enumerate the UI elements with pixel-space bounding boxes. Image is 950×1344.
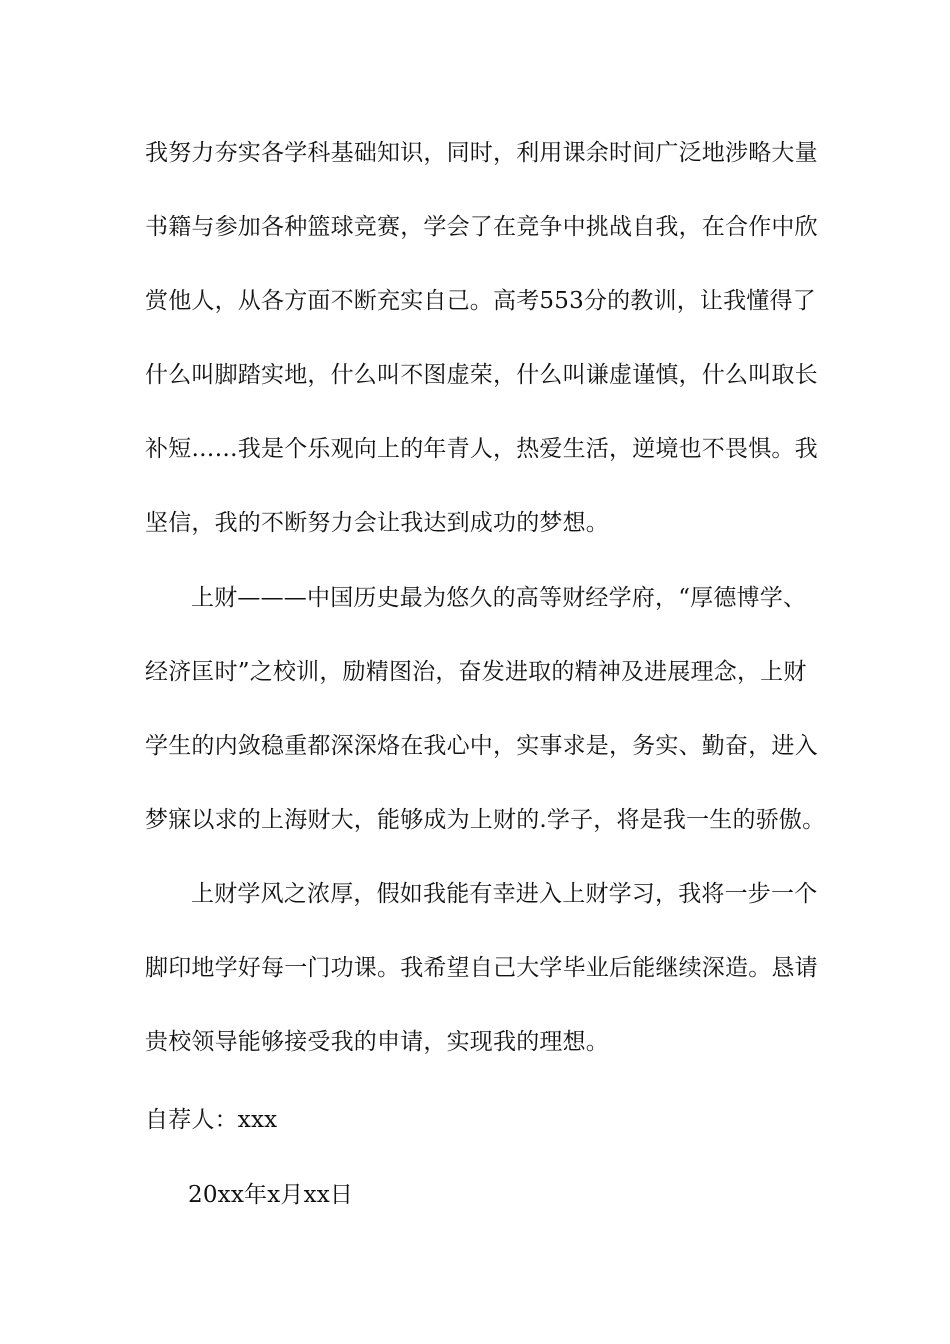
paragraph-1-line-2: 书籍与参加各种篮球竞赛，学会了在竞争中挑战自我，在合作中欣: [145, 214, 818, 240]
paragraph-1-line-1: 我努力夯实各学科基础知识，同时，利用课余时间广泛地涉略大量: [145, 140, 818, 166]
paragraph-3-line-3: 贵校领导能够接受我的申请，实现我的理想。: [145, 1029, 609, 1055]
date-line: 20xx年x月xx日: [188, 1182, 354, 1208]
paragraph-3-line-1: 上财学风之浓厚，假如我能有幸进入上财学习，我将一步一个: [191, 881, 818, 907]
paragraph-3-line-2: 脚印地学好每一门功课。我希望自己大学毕业后能继续深造。恳请: [145, 955, 818, 981]
paragraph-1-line-3: 赏他人，从各方面不断充实自己。高考553分的教训，让我懂得了: [145, 288, 816, 314]
paragraph-1-line-5: 补短……我是个乐观向上的年青人，热爱生活，逆境也不畏惧。我: [145, 436, 818, 462]
paragraph-2-line-1: 上财———中国历史最为悠久的高等财经学府，“厚德博学、: [191, 585, 807, 611]
paragraph-1-line-6: 坚信，我的不断努力会让我达到成功的梦想。: [145, 510, 609, 536]
paragraph-2-line-4: 梦寐以求的上海财大，能够成为上财的.学子，将是我一生的骄傲。: [145, 807, 826, 833]
paragraph-2-line-3: 学生的内敛稳重都深深烙在我心中，实事求是，务实、勤奋，进入: [145, 733, 818, 759]
signature-line: 自荐人：xxx: [145, 1107, 278, 1133]
paragraph-2-line-2: 经济匡时”之校训，励精图治，奋发进取的精神及进展理念，上财: [145, 659, 807, 685]
paragraph-1-line-4: 什么叫脚踏实地，什么叫不图虚荣，什么叫谦虚谨慎，什么叫取长: [145, 362, 818, 388]
